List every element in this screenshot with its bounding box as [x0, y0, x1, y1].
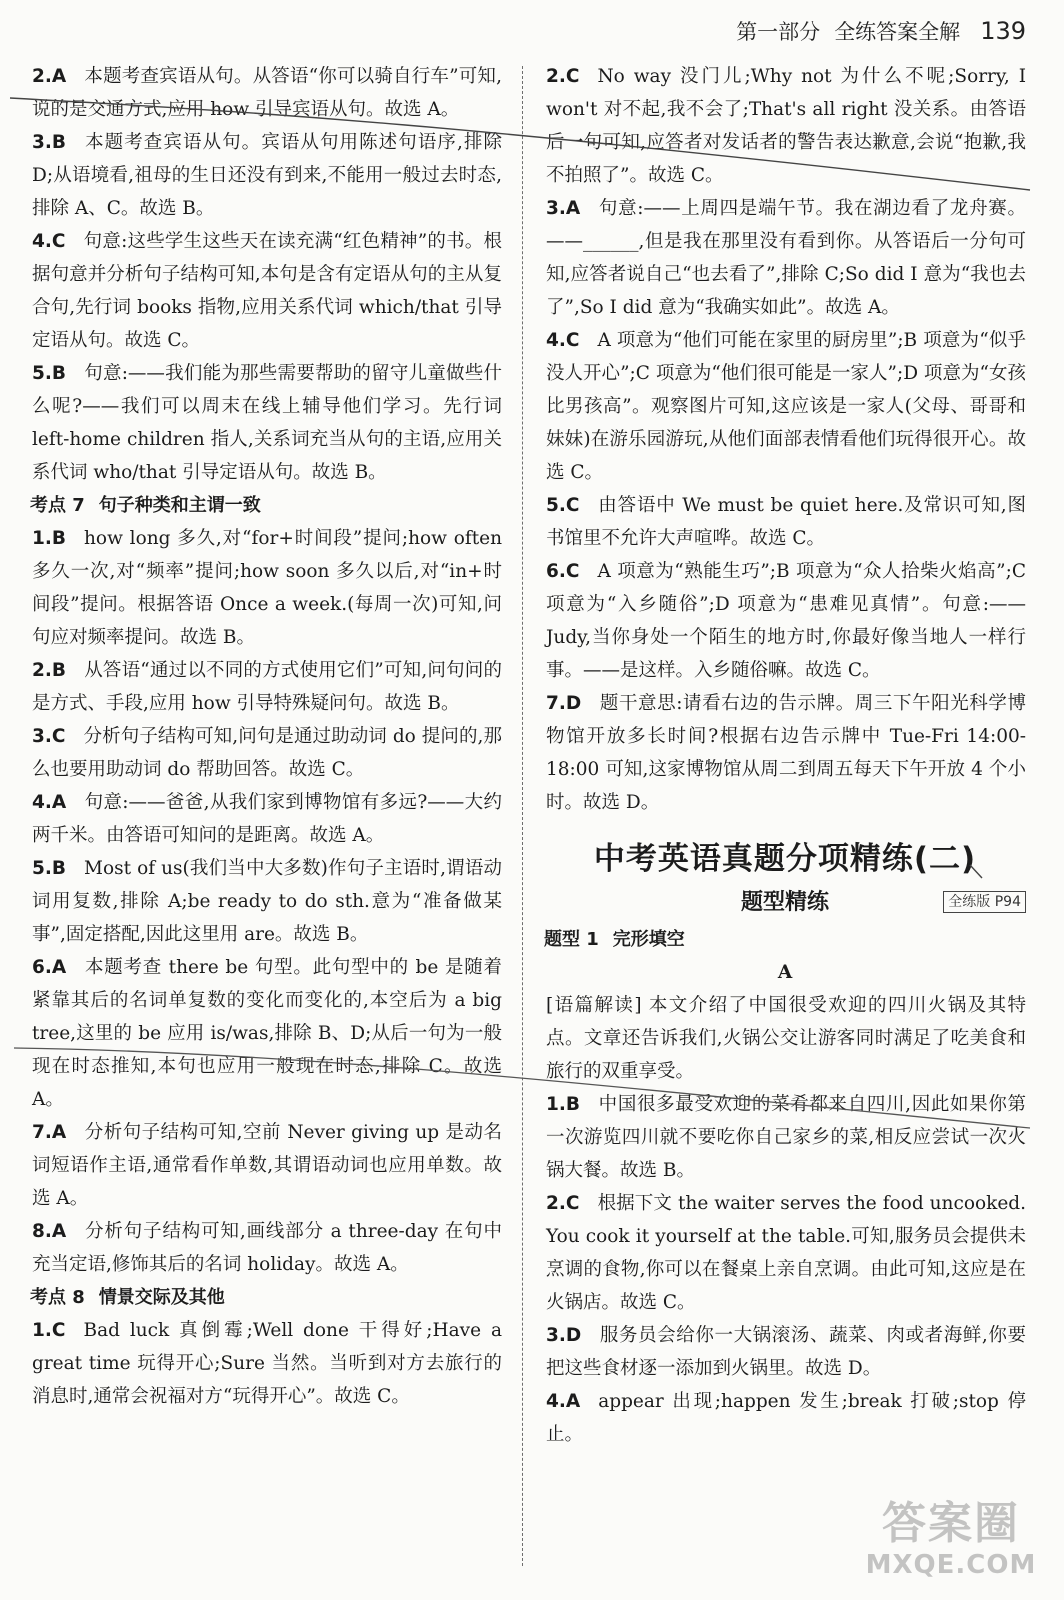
answer-item — [30, 1116, 502, 1215]
reference-box: 全练版 P94 — [943, 891, 1026, 913]
answer-item — [30, 60, 502, 126]
answer-text: A 项意为“他们可能在家里的厨房里”;B 项意为“似乎没人开心”;C 项意为“他们很可能是一家人”;D 项意为“女孩比男孩高”。观察图片可知,这应该是一家人(父母、哥哥和妹妹)在游乐园游玩,从他们面部表情看他们玩得很开心。故选 C。 — [546, 330, 1026, 483]
answer-text: 中国很多最受欢迎的菜肴都来自四川,因此如果你第一次游览四川就不要吃你自己家乡的菜,相反应尝试一次火锅大餐。故选 B。 — [546, 1094, 1026, 1181]
section-label: 考点 7 — [30, 495, 85, 516]
section-title: 完形填空 — [612, 929, 685, 950]
page-number: 139 — [980, 17, 1026, 45]
section-heading — [544, 923, 1026, 956]
left-column — [30, 60, 502, 1413]
watermark-url: MXQE.COM — [865, 1550, 1037, 1580]
subtitle-row — [544, 883, 1026, 923]
answer-item — [30, 852, 502, 951]
answer-number: 4.C — [546, 330, 580, 351]
answer-item — [544, 324, 1026, 489]
answer-item — [544, 555, 1026, 687]
answer-text: 分析句子结构可知,画线部分 a three-day 在句中充当定语,修饰其后的名词 holiday。故选 A。 — [32, 1221, 502, 1275]
answer-item — [544, 1319, 1026, 1385]
answer-item — [30, 225, 502, 357]
answer-number: 5.B — [32, 858, 67, 879]
answer-text: 分析句子结构可知,问句是通过助动词 do 提问的,那么也要用助动词 do 帮助回答。故选 C。 — [32, 726, 502, 780]
answer-text: 本题考查宾语从句。宾语从句用陈述句语序,排除 D;从语境看,祖母的生日还没有到来,不能用一般过去时态,排除 A、C。故选 B。 — [32, 132, 502, 219]
page-header — [736, 14, 1026, 48]
answer-item — [544, 1385, 1026, 1451]
answer-item — [30, 357, 502, 489]
answer-number: 1.B — [546, 1094, 581, 1115]
answer-number: 5.B — [32, 363, 67, 384]
answer-number: 2.C — [546, 1193, 580, 1214]
answer-number: 6.C — [546, 561, 580, 582]
answer-item — [30, 951, 502, 1116]
answer-item — [544, 192, 1026, 324]
chapter-title: 中考英语真题分项精练(二) — [593, 841, 977, 877]
answer-item — [544, 1088, 1026, 1187]
answer-text: how long 多久,对“for+时间段”提问;how often 多久一次,对“频率”提问;how soon 多久以后,对“in+时间段”提问。根据答语 Once a week.(每周一次)可知,问句应对频率提问。故选 B。 — [32, 528, 502, 648]
section-title: 句子种类和主谓一致 — [98, 495, 261, 516]
section-label: 考点 8 — [30, 1287, 85, 1308]
answer-number: 4.A — [32, 792, 67, 813]
answer-item — [30, 654, 502, 720]
answer-text: 根据下文 the waiter serves the food uncooked. You cook it yourself at the table.可知,服务员会提供未烹调的食物,你可以在餐桌上亲自烹调。由此可知,这应是在火锅店。故选 C。 — [546, 1193, 1026, 1313]
section-heading — [30, 489, 502, 522]
answer-number: 7.D — [546, 693, 582, 714]
answer-text: 句意:——上周四是端午节。我在湖边看了龙舟赛。——______,但是我在那里没有看到你。从答语后一分句可知,应答者说自己“也去看了”,排除 C;So did I 意为“我也去了”,So I did 意为“我确实如此”。故选 A。 — [546, 198, 1026, 318]
answer-text: 从答语“通过以不同的方式使用它们”可知,问句问的是方式、手段,应用 how 引导特殊疑问句。故选 B。 — [32, 660, 502, 714]
answer-number: 6.A — [32, 957, 67, 978]
answer-item — [30, 522, 502, 654]
answer-text: appear 出现;happen 发生;break 打破;stop 停止。 — [546, 1391, 1026, 1445]
answer-text: 句意:——爸爸,从我们家到博物馆有多远?——大约两千米。由答语可知问的是距离。故选 A。 — [32, 792, 502, 846]
section-heading — [30, 1281, 502, 1314]
answer-text: 本题考查宾语从句。从答语“你可以骑自行车”可知,说的是交通方式,应用 how 引导宾语从句。故选 A。 — [32, 66, 502, 120]
answer-number: 1.C — [32, 1320, 66, 1341]
answer-text: 服务员会给你一大锅滚汤、蔬菜、肉或者海鲜,你要把这些食材逐一添加到火锅里。故选 D。 — [546, 1325, 1026, 1379]
answer-item — [544, 489, 1026, 555]
answer-text: 句意:——我们能为那些需要帮助的留守儿童做些什么呢?——我们可以周末在线上辅导他们学习。先行词 left-home children 指人,关系词充当从句的主语,应用关系代词 who/that 引导定语从句。故选 B。 — [32, 363, 502, 483]
answer-item — [30, 1314, 502, 1413]
answer-text: 本题考查 there be 句型。此句型中的 be 是随着紧靠其后的名词单复数的变化而变化的,本空后为 a big tree,这里的 be 应用 is/was,排除 B、D;从后一句为一般现在时态推知,本句也应用一般现在时态,排除 C。故选 A。 — [32, 957, 502, 1110]
answer-number: 7.A — [32, 1122, 67, 1143]
watermark-logo: 答案圈 — [882, 1498, 1020, 1549]
answer-item — [544, 1187, 1026, 1319]
answer-text: No way 没门儿;Why not 为什么不呢;Sorry, I won't 对不起,我不会了;That's all right 没关系。由答语后一句可知,应答者对发话者的警告表达歉意,会说“抱歉,我不拍照了”。故选 C。 — [546, 66, 1026, 186]
answer-number: 8.A — [32, 1221, 67, 1242]
answer-item — [30, 126, 502, 225]
passage-label: A — [777, 962, 793, 983]
answer-text: 题干意思:请看右边的告示牌。周三下午阳光科学博物馆开放多长时间?根据右边告示牌中 Tue-Fri 14:00-18:00 可知,这家博物馆从周二到周五每天下午开放 4 个小时。故选 D。 — [546, 693, 1026, 813]
answer-item — [30, 720, 502, 786]
answer-item — [544, 60, 1026, 192]
answer-text: Bad luck 真倒霉;Well done 干得好;Have a great time 玩得开心;Sure 当然。当听到对方去旅行的消息时,通常会祝福对方“玩得开心”。故选 C。 — [32, 1320, 502, 1407]
answer-number: 2.B — [32, 660, 67, 681]
answer-text: 句意:这些学生这些天在读充满“红色精神”的书。根据句意并分析句子结构可知,本句是含有定语从句的主从复合句,先行词 books 指物,应用关系代词 which/that 引导定语从句。故选 C。 — [32, 231, 502, 351]
answer-number: 3.B — [32, 132, 67, 153]
answer-text: 分析句子结构可知,空前 Never giving up 是动名词短语作主语,通常看作单数,其谓语动词也应用单数。故选 A。 — [32, 1122, 502, 1209]
passage-summary: [语篇解读] 本文介绍了中国很受欢迎的四川火锅及其特点。文章还告诉我们,火锅公交让游客同时满足了吃美食和旅行的双重享受。 — [546, 995, 1026, 1082]
answer-number: 2.C — [546, 66, 580, 87]
header-part: 第一部分 — [736, 20, 821, 44]
answer-number: 2.A — [32, 66, 67, 87]
subtitle: 题型精练 — [740, 890, 829, 915]
column-divider — [522, 66, 523, 1566]
answer-number: 3.A — [546, 198, 581, 219]
answer-item — [544, 687, 1026, 819]
answer-text: A 项意为“熟能生巧”;B 项意为“众人拾柴火焰高”;C 项意为“入乡随俗”;D 项意为“患难见真情”。句意:——Judy,当你身处一个陌生的地方时,你最好像当地人一样行事。——是这样。入乡随俗嘛。故选 C。 — [546, 561, 1026, 681]
answer-number: 3.D — [546, 1325, 582, 1346]
answer-number: 1.B — [32, 528, 67, 549]
answer-text: Most of us(我们当中大多数)作句子主语时,谓语动词用复数,排除 A;be ready to do sth.意为“准备做某事”,固定搭配,因此这里用 are。故选 B。 — [32, 858, 502, 945]
answer-number: 5.C — [546, 495, 580, 516]
answer-item — [30, 786, 502, 852]
answer-number: 3.C — [32, 726, 66, 747]
answer-text: 由答语中 We must be quiet here.及常识可知,图书馆里不允许大声喧哗。故选 C。 — [546, 495, 1026, 549]
header-title: 全练答案全解 — [834, 20, 961, 44]
section-title: 情景交际及其他 — [98, 1287, 225, 1308]
section-label: 题型 1 — [544, 929, 599, 950]
answer-item — [30, 1215, 502, 1281]
right-column — [544, 60, 1026, 1451]
answer-number: 4.A — [546, 1391, 581, 1412]
watermark — [856, 1498, 1046, 1588]
answer-number: 4.C — [32, 231, 66, 252]
